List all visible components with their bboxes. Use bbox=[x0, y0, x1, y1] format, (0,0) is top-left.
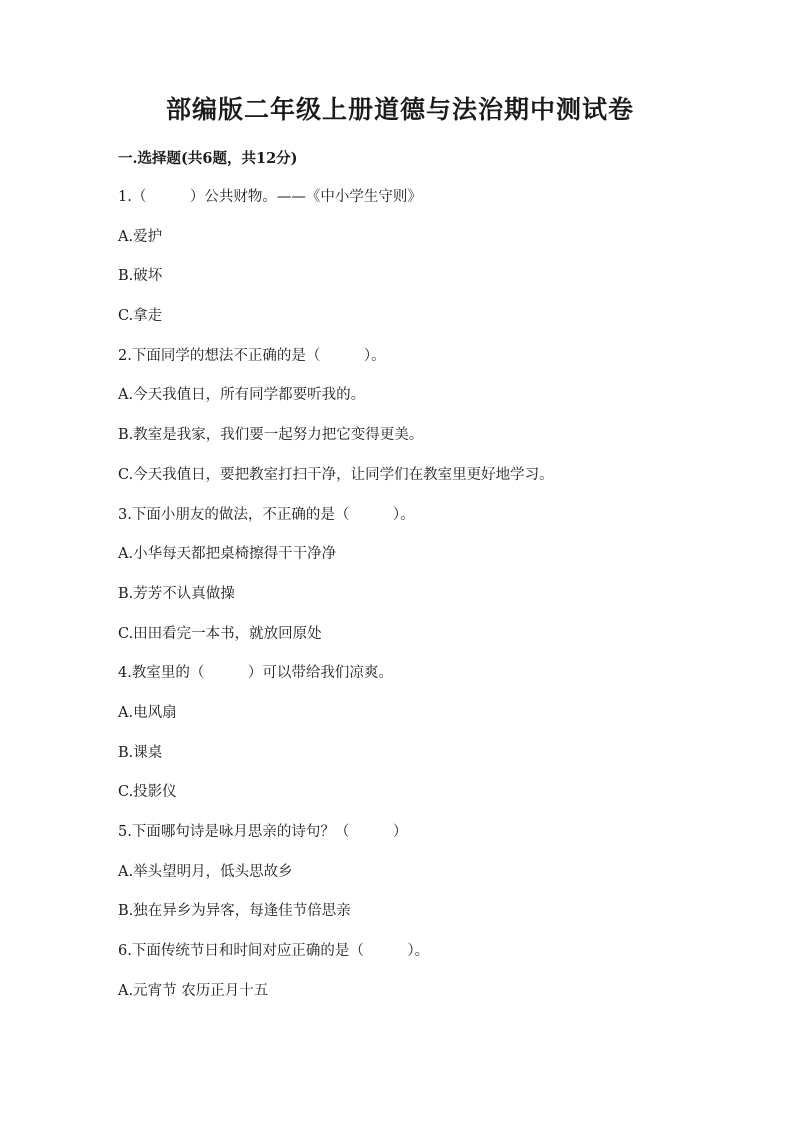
question-line: A.电风扇 bbox=[118, 704, 177, 721]
question-line: 4.教室里的（ ）可以带给我们凉爽。 bbox=[118, 665, 393, 682]
question-line: 6.下面传统节日和时间对应正确的是（ ）。 bbox=[118, 943, 430, 960]
question-line: C.今天我值日，要把教室打扫干净，让同学们在教室里更好地学习。 bbox=[118, 466, 554, 483]
question-line: C.拿走 bbox=[118, 308, 163, 325]
question-line: A.今天我值日，所有同学都要听我的。 bbox=[118, 387, 366, 404]
question-line: 3.下面小朋友的做法，不正确的是（ ）。 bbox=[118, 506, 415, 523]
question-line: B.教室是我家，我们要一起努力把它变得更美。 bbox=[118, 427, 424, 444]
question-line: A.元宵节 农历正月十五 bbox=[118, 982, 269, 999]
question-line: B.破坏 bbox=[118, 268, 163, 285]
document-title: 部编版二年级上册道德与法治期中测试卷 bbox=[165, 95, 634, 124]
section-heading: 一.选择题(共6题，共12分) bbox=[118, 150, 298, 167]
question-line: A.小华每天都把桌椅擦得干干净净 bbox=[118, 546, 337, 563]
question-line: 2.下面同学的想法不正确的是（ ）。 bbox=[118, 347, 386, 364]
question-line: B.课桌 bbox=[118, 744, 163, 761]
question-line: 1.（ ）公共财物。——《中小学生守则》 bbox=[118, 189, 422, 205]
question-line: B.独在异乡为异客，每逢佳节倍思亲 bbox=[118, 903, 351, 920]
question-line: C.投影仪 bbox=[118, 784, 177, 801]
question-line: C.田田看完一本书，就放回原处 bbox=[118, 625, 322, 642]
question-line: B.芳芳不认真做操 bbox=[118, 585, 235, 602]
question-line: A.举头望明月，低头思故乡 bbox=[118, 863, 293, 880]
question-list bbox=[118, 186, 738, 1019]
question-line: A.爱护 bbox=[118, 228, 163, 245]
question-line: 5.下面哪句诗是咏月思亲的诗句？（ ） bbox=[118, 824, 408, 840]
